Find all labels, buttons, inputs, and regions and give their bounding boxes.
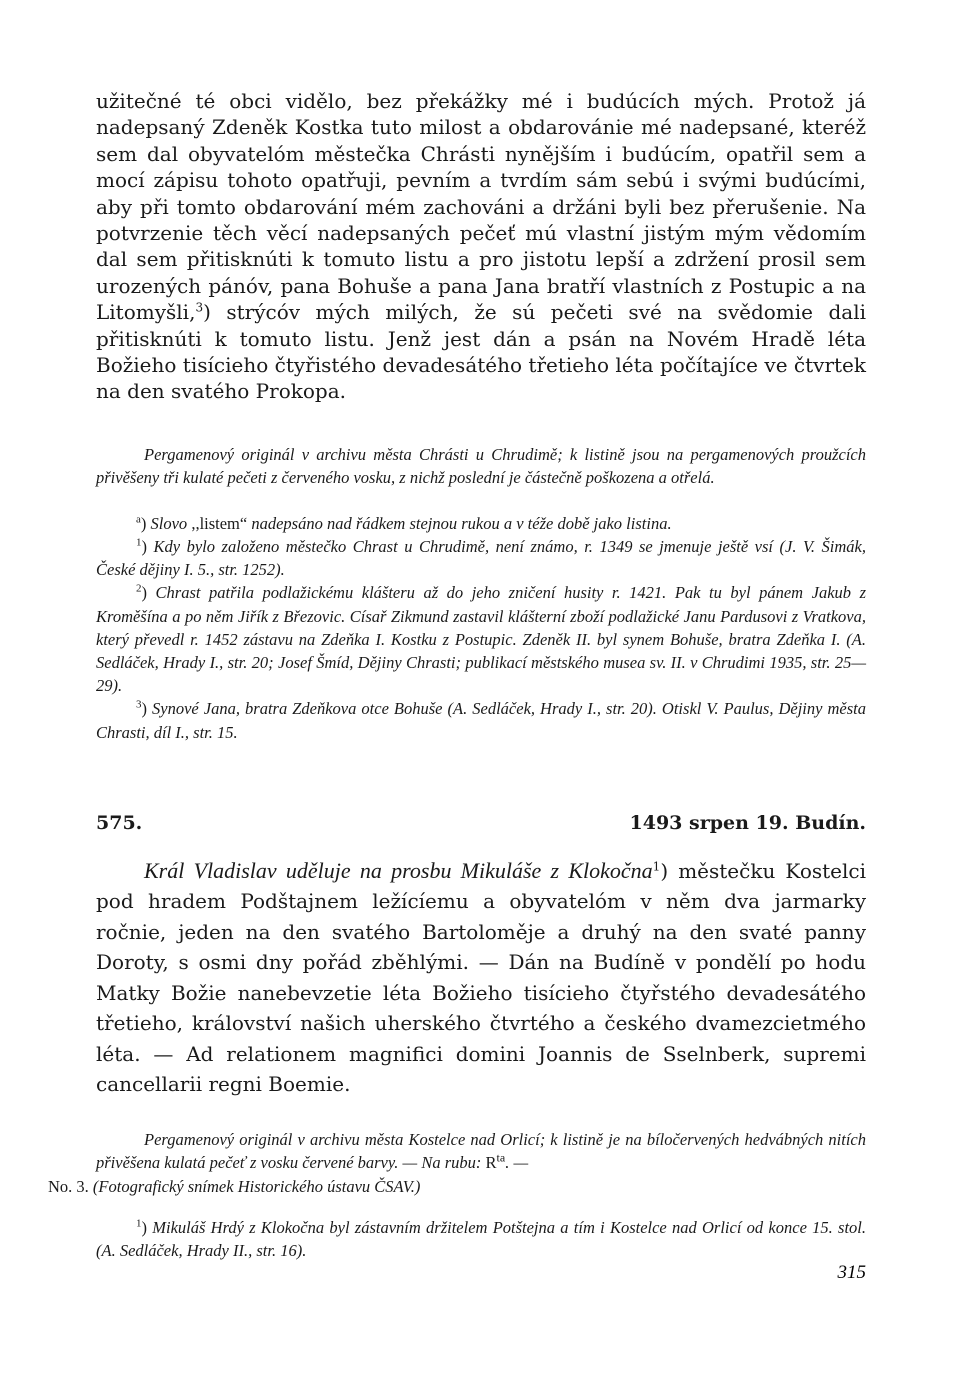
document-page [48,88,867,1262]
footnote-ref: 1 [652,859,661,874]
footnote-a: $^a$) Slovo ,,listem“ nadepsáno nad řádkem stejnou rukou a v téže době jako listina. [136,513,672,533]
source-note-dash: . — [505,1153,529,1173]
footnotes-574 [96,512,866,744]
footnote-mark: 1 [136,536,142,549]
source-note-number: No. 3. [48,1176,89,1196]
entry-heading [96,812,866,834]
footnote-mark: 3 [136,698,142,711]
page-number: 315 [837,1262,866,1283]
footnote-text: Chrast patřila podlažickému klášteru až do jeho zničení husity r. 1421. Pak tu byl pánem Jakub z Kroměšína a po něm Jiřík z Březovic. Císař Zikmund zastavil klášterní zboží podlažické Janu Pardusovi z Vratkova, který převedl r. 1452 zástavu na Zdeňka I. Kostku z Postupic. Zdeněk II. byl synem Bohuše, bratra Zdeňka I. (A. Sedláček, Hrady I., str. 20; Josef Šmíd, Dějiny Chrasti; publikací městského musea sv. II. v Chrudimi 1935, str. 25—29). [96,583,866,696]
regest-italic: Král Vladislav uděluje na prosbu Mikuláše z Klokočna [144,857,653,883]
source-note-text: Pergamenový originál v archivu města Kostelce nad Orlicí; k listině je na bíločervených hedvábných nitích přivěšena kulatá pečeť z vosku červené barvy. — Na rubu: [96,1129,866,1173]
footnote-mark: 2 [136,582,142,595]
footnote-text: Synové Jana, bratra Zdeňkova otce Bohuše (A. Sedláček, Hrady I., str. 20). Otiskl V. Paulus, Dějiny města Chrasti, díl I., str. 15. [96,699,866,742]
footnote-575-1: $^1$) Mikuláš Hrdý z Klokočna byl zástavním držitelem Potštejna a tím i Kostelce nad Orlicí od konce 15. stol. (A. Sedláček, Hrady II., str. 16). [96,1217,866,1261]
footnote-text: Slovo [150,513,192,533]
footnote-quote: ,,listem“ [191,513,248,533]
footnote-mark: a [136,513,141,526]
continuation-text: užitečné té obci vidělo, bez překážky mé i budúcích mých. Protož já nadepsaný Zdeněk Kostka tuto milost a obdarovánie mé nadepsané, kteréž sem dal obyvatelóm městečka Chrásti nynějším i budúcím, opatřil sem a mocí zápisu tohoto opatřuji, pevním a tvrdím sám sebú i svými budúcími, aby při tomto obdarování mém zachováni a držáni byli bez přerušenie. Na potvrzenie těch věcí nadepsaných pečeť mú vlastní jistým mým vědomím dal sem přitisknúti k tomuto listu a pro jistotu lepší a zdržení prosil sem urozených pánóv, pana Bohuše a pana Jana bratří vlastních z Postupic a na Litomyšli, [96,89,866,325]
footnote-2: $^2$) Chrast patřila podlažickému klášteru až do jeho zničení husity r. 1421. Pak tu byl pánem Jakub z Kroměšína a po něm Jiřík z Březovic. Císař Zikmund zastavil klášterní zboží podlažické Janu Pardusovi z Vratkova, který převedl r. 1452 zástavu na Zdeňka I. Kostku z Postupic. Zdeněk II. byl synem Bohuše, bratra Zdeňka I. (A. Sedláček, Hrady I., str. 20; Josef Šmíd, Dějiny Chrasti; publikací městského musea sv. II. v Chrudimi 1935, str. 25—29). [96,582,866,696]
continuation-text-end: ) strýcóv mých milých, že sú pečeti své na svědomie dali přitisknúti k tomuto listu. Jenž jest dán a psán na Novém Hradě léta Božieho tisícieho čtyřistého devadesátého třetieho léta počítajíce ve čtvrtek na den svatého Prokopa. [96,300,866,404]
source-note-photo: (Fotografický snímek Historického ústavu ČSAV.) [88,1176,421,1196]
footnote-text-end: nadepsáno nad řádkem stejnou rukou a v téže době jako listina. [247,513,672,533]
footnote-text: Kdy bylo založeno městečko Chrast u Chrudimě, není známo, r. 1349 se jmenuje ještě vsí (J. V. Šimák, České dějiny I. 5., str. 1252). [96,536,867,580]
source-note-575 [48,1128,866,1198]
regest-text [96,856,866,1100]
footnote-text: Mikuláš Hrdý z Klokočna byl zástavním držitelem Potštejna a tím i Kostelce nad Orlicí od konce 15. stol. (A. Sedláček, Hrady II., str. 16). [96,1217,866,1261]
footnote-ref: 3 [195,300,204,315]
rubric-mark-sup: ta [496,1150,506,1165]
rubric-mark: R [485,1153,497,1173]
footnote-3: $^3$) Synové Jana, bratra Zdeňkova otce Bohuše (A. Sedláček, Hrady I., str. 20). Otiskl V. Paulus, Dějiny města Chrasti, díl I., str. 15. [96,698,866,742]
entry-number: 575. [96,811,143,834]
footnote-1: $^1$) Kdy bylo založeno městečko Chrast u Chrudimě, není známo, r. 1349 se jmenuje ještě vsí (J. V. Šimák, České dějiny I. 5., str. 1252). [96,536,867,580]
charter-text-continuation [96,88,866,405]
entry-date: 1493 srpen 19. Budín. [629,811,866,834]
footnote-mark: 1 [136,1217,142,1230]
source-note-574: Pergamenový originál v archivu města Chrásti u Chrudimě; k listině jsou na pergamenových proužcích přivěšeny tři kulaté pečeti z červeného vosku, z nichž poslední je částečně poškozena a otřelá. [96,444,866,488]
regest-rest: ) městečku Kostelci pod hradem Podštajnem ležícíemu a obyvatelóm v něm dva jarmarky ročnie, jeden na den svatého Bartoloměje a druhý na den svaté panny Doroty, s osmi dny pořád zběhlými. — Dán na Budíně v pondělí po hodu Matky Božie nanebevzetie léta Božieho tisícieho čtyřstého devadesátého třetieho, království našich uherského čtvrtého a českého dvamezcietmého léta. — Ad relationem magnifici domini Joannis de Sselnberk, supremi cancellarii regni Boemie. [96,858,867,1097]
